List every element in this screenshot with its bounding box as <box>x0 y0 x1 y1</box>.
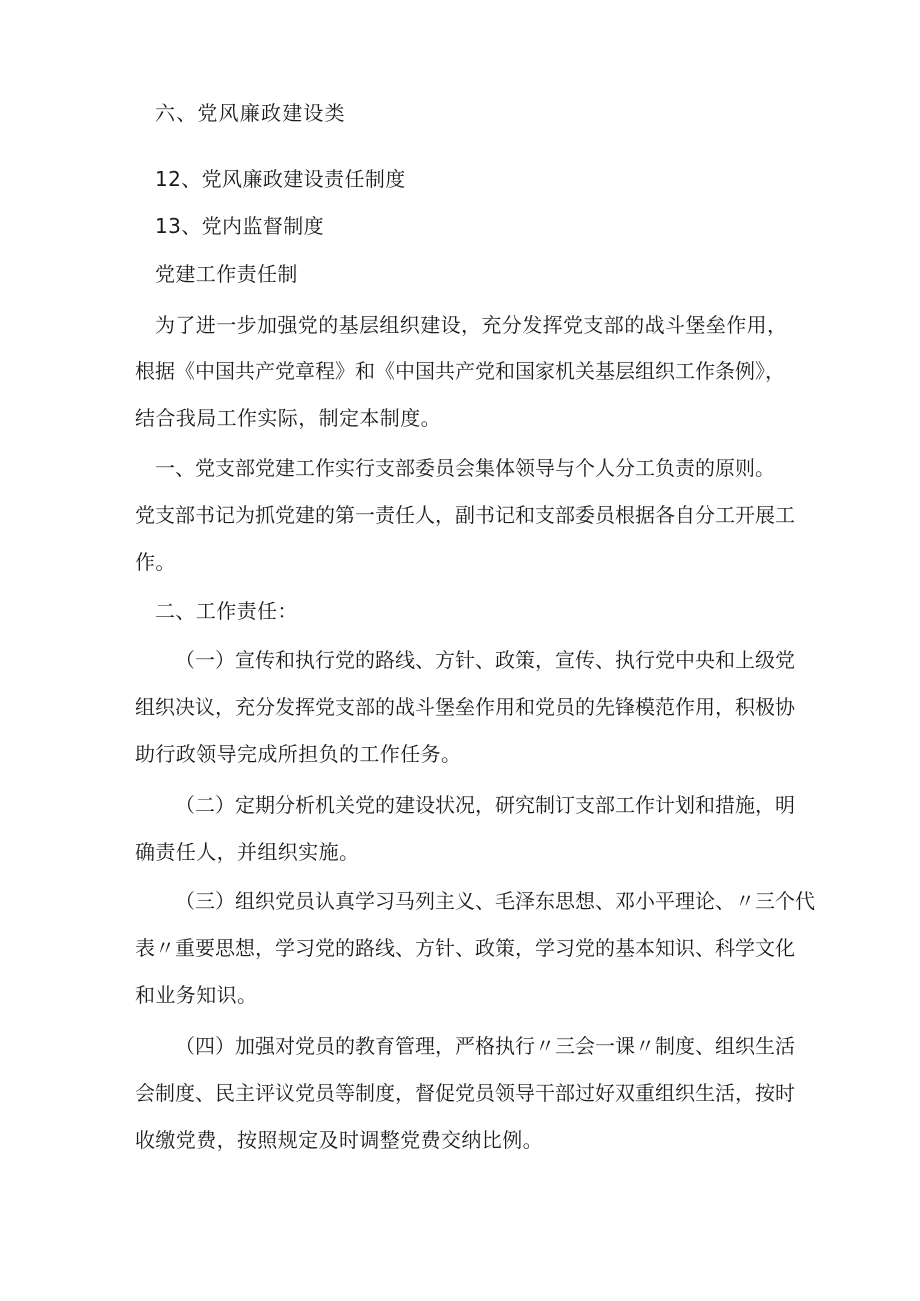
intro-line-3: 结合我局工作实际，制定本制度。 <box>135 406 441 430</box>
intro-line-1: 为了进一步加强党的基层组织建设，充分发挥党支部的战斗堡垒作用， <box>155 313 788 337</box>
clause1-line-3: 作。 <box>135 550 176 574</box>
sub3-line-2: 表〃重要思想，学习党的路线、方针、政策，学习党的基本知识、科学文化 <box>135 936 795 960</box>
sub1-line-1: （一）宣传和执行党的路线、方针、政策，宣传、执行党中央和上级党 <box>175 648 795 672</box>
sub4-line-3: 收缴党费，按照规定及时调整党费交纳比例。 <box>135 1128 543 1152</box>
sub2-line-1: （二）定期分析机关党的建设状况，研究制订支部工作计划和措施，明 <box>175 793 795 817</box>
sub3-line-1: （三）组织党员认真学习马列主义、毛泽东思想、邓小平理论、〃三个代 <box>175 889 815 913</box>
clause1-line-1: 一、党支部党建工作实行支部委员会集体领导与个人分工负责的原则。 <box>155 456 775 480</box>
clause2-heading: 二、工作责任： <box>155 599 298 623</box>
sub1-line-3: 助行政领导完成所担负的工作任务。 <box>135 742 462 766</box>
sub1-line-2: 组织决议，充分发挥党支部的战斗堡垒作用和党员的先锋模范作用，积极协 <box>135 695 795 719</box>
section-heading: 六、党风廉政建设类 <box>155 101 346 125</box>
sub4-line-1: （四）加强对党员的教育管理，严格执行〃三会一课〃制度、组织生活 <box>175 1034 795 1058</box>
sub3-line-3: 和业务知识。 <box>135 983 258 1007</box>
list-item-12: 12、党风廉政建设责任制度 <box>155 167 406 191</box>
sub4-line-2: 会制度、民主评议党员等制度，督促党员领导干部过好双重组织生活，按时 <box>135 1081 795 1105</box>
clause1-line-2: 党支部书记为抓党建的第一责任人，副书记和支部委员根据各自分工开展工 <box>135 503 795 527</box>
sub2-line-2: 确责任人，并组织实施。 <box>135 840 360 864</box>
intro-line-2: 根据《中国共产党章程》和《中国共产党和国家机关基层组织工作条例》， <box>135 359 785 383</box>
list-item-13: 13、党内监督制度 <box>155 214 325 238</box>
document-title: 党建工作责任制 <box>155 262 298 286</box>
